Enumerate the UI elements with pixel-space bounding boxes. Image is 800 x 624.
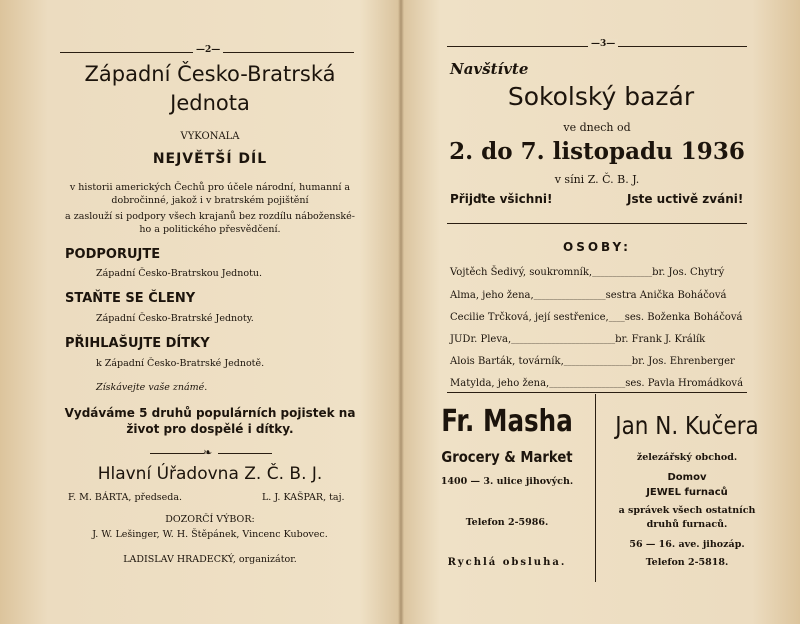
paragraph-1-line-1: v historii amerických Čechů pro účele národní, humanní a bbox=[69, 182, 351, 193]
podporujte-heading: PODPORUJTE bbox=[65, 247, 161, 262]
ad-divider bbox=[595, 394, 596, 582]
cast-row bbox=[450, 267, 742, 278]
divider-2 bbox=[447, 392, 747, 393]
ad2-line4: a správek všech ostatních bbox=[618, 505, 756, 516]
ornament-rule-right bbox=[218, 453, 272, 454]
nejvetsi-dil: NEJVĚTŠÍ DÍL bbox=[152, 151, 268, 167]
cast-role: JUDr. Pleva, bbox=[450, 334, 512, 345]
podporujte-sub: Západní Česko-Bratrskou Jednotu. bbox=[96, 268, 263, 279]
stante-heading: STAŇTE SE ČLENY bbox=[65, 291, 196, 306]
cast-leader: __________________ bbox=[533, 291, 606, 300]
ad2-name: Jan N. Kučera bbox=[615, 411, 759, 440]
cast-role: Cecilie Trčková, její sestřenice, bbox=[450, 312, 609, 323]
paragraph-1-line-2: dobročinné, jakož i v bratrském pojištění bbox=[111, 195, 309, 206]
cast-leader: __________________________ bbox=[511, 335, 616, 344]
ad2-line2: Domov bbox=[667, 472, 707, 483]
vydavame-line-1: Vydáváme 5 druhů populárních pojistek na bbox=[64, 406, 356, 420]
hlavni-uradovna: Hlavní Úřadovna Z. Č. B. J. bbox=[97, 464, 323, 484]
cast-leader: _________________ bbox=[563, 357, 632, 366]
divider-1 bbox=[447, 223, 747, 224]
cast-role: Matylda, jeho žena, bbox=[450, 378, 550, 389]
organizator: LADISLAV HRADECKÝ, organizátor. bbox=[123, 554, 297, 565]
dozorci-vybor: DOZORČÍ VÝBOR: bbox=[165, 514, 255, 525]
cast-actor: br. Frank J. Králík bbox=[615, 334, 706, 345]
cast-actor: sestra Anička Boháčová bbox=[605, 290, 727, 301]
ad1-phone: Telefon 2-5986. bbox=[465, 517, 549, 528]
prijdte-vsichni: Přijďte všichni! bbox=[450, 192, 553, 206]
officer-left: F. M. BÁRTA, předseda. bbox=[68, 492, 183, 503]
cast-actor: ses. Pavla Hromádková bbox=[625, 378, 744, 389]
ve-dnech: ve dnech od bbox=[563, 121, 631, 134]
ziskavejte: Získávejte vaše známé. bbox=[96, 382, 208, 393]
ad2-line3: JEWEL furnaců bbox=[646, 487, 728, 498]
jste-zvani: Jste uctivě zváni! bbox=[627, 192, 744, 206]
osoby-heading: OSOBY: bbox=[563, 240, 631, 254]
cast-role: Vojtěch Šedivý, soukromník, bbox=[450, 267, 593, 278]
ad2-phone: Telefon 2-5818. bbox=[645, 557, 729, 568]
ad1-name: Fr. Masha bbox=[441, 404, 573, 439]
stante-sub: Západní Česko-Bratrské Jednoty. bbox=[96, 313, 254, 324]
paragraph-2-line-1: a zaslouží si podpory všech krajanů bez rozdílu náboženské- bbox=[65, 211, 355, 222]
ad1-business: Grocery & Market bbox=[441, 448, 573, 466]
cast-leader: ___________________ bbox=[549, 379, 626, 388]
ad2-line5: druhů furnaců. bbox=[646, 519, 728, 530]
officer-right: L. J. KAŠPAR, taj. bbox=[262, 492, 345, 503]
page-number: —3— bbox=[588, 39, 618, 49]
right-page bbox=[402, 0, 800, 624]
bazar-title: Sokolský bazár bbox=[507, 82, 695, 111]
paragraph-2-line-2: ho a politického přesvědčení. bbox=[139, 224, 281, 235]
ad2-address: 56 — 16. ave. jihozáp. bbox=[629, 539, 745, 550]
dozorci-names: J. W. Lešinger, W. H. Štěpánek, Vincenc Kubovec. bbox=[92, 529, 328, 540]
ornament-rule-left bbox=[150, 453, 204, 454]
cast-leader: ____ bbox=[608, 313, 625, 322]
ad1-slogan: Rychlá obsluha. bbox=[447, 557, 567, 568]
cast-row bbox=[450, 290, 742, 301]
cast-role: Alma, jeho žena, bbox=[450, 290, 534, 301]
prihlasujte-sub: k Západní Česko-Bratrské Jednotě. bbox=[96, 358, 265, 369]
cast-row bbox=[450, 356, 742, 367]
ad1-address: 1400 — 3. ulice jihových. bbox=[440, 476, 574, 487]
vydavame-line-2: život pro dospělé i dítky. bbox=[126, 422, 294, 436]
cast-row bbox=[450, 378, 742, 389]
cast-actor: ses. Boženka Boháčová bbox=[624, 312, 743, 323]
cast-leader: _______________ bbox=[592, 268, 653, 277]
ad2-line1: železářský obchod. bbox=[636, 452, 738, 463]
page-number: —2— bbox=[193, 45, 223, 55]
v-sini: v síni Z. Č. B. J. bbox=[554, 173, 640, 186]
cast-actor: br. Jos. Ehrenberger bbox=[631, 356, 735, 367]
cast-role: Alois Barták, továrník, bbox=[450, 356, 564, 367]
vykonala: VYKONALA bbox=[180, 131, 240, 142]
dates: 2. do 7. listopadu 1936 bbox=[449, 138, 745, 165]
ornament-icon: ❧ bbox=[203, 446, 214, 459]
cast-row bbox=[450, 334, 742, 345]
cast-actor: br. Jos. Chytrý bbox=[652, 267, 725, 278]
navstivte: Navštívte bbox=[450, 60, 529, 78]
title-line-1: Západní Česko-Bratrská bbox=[84, 62, 336, 86]
prihlasujte-heading: PŘIHLAŠUJTE DÍTKY bbox=[65, 336, 210, 351]
cast-row bbox=[450, 312, 742, 323]
title-line-2: Jednota bbox=[170, 91, 250, 115]
